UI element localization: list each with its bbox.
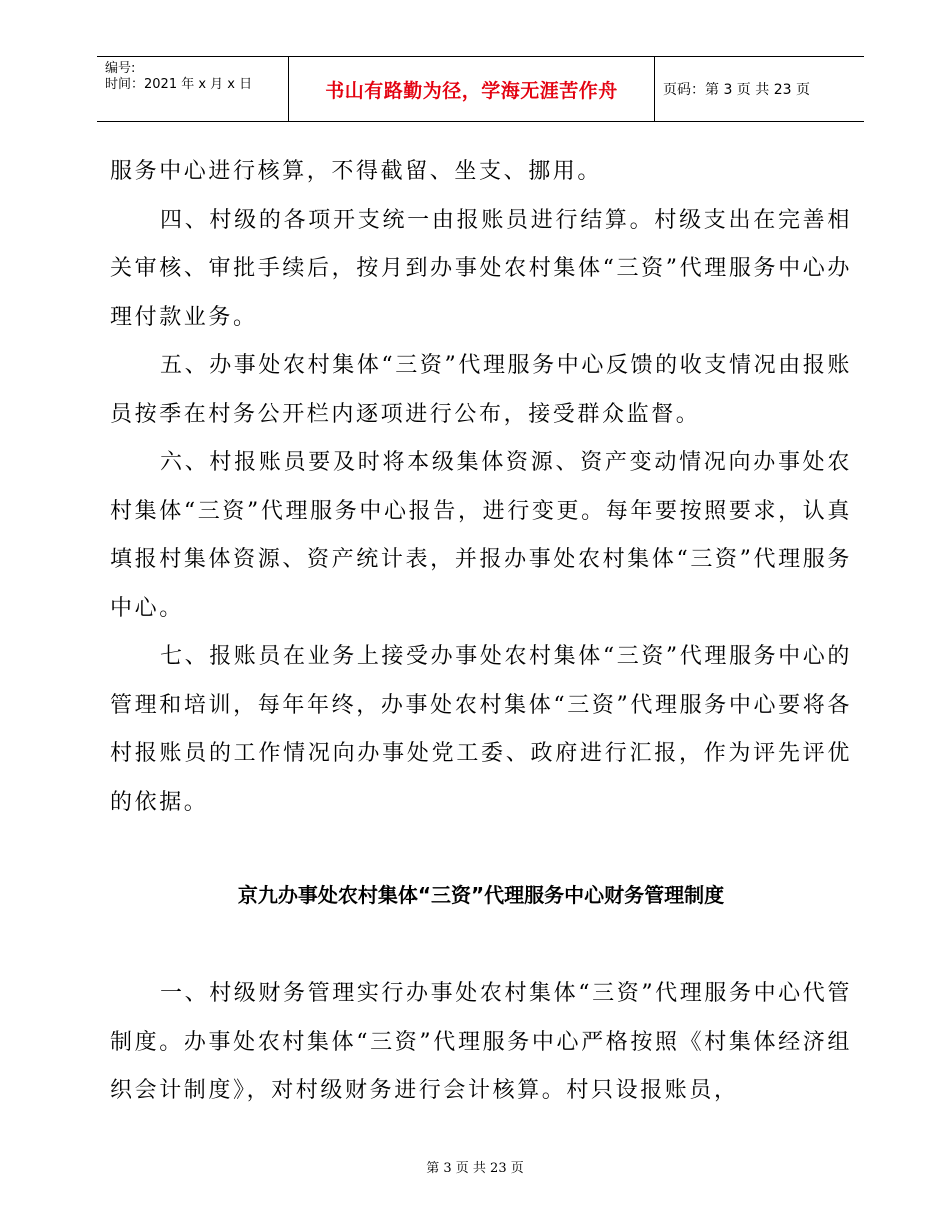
paragraph-continued: 服务中心进行核算，不得截留、坐支、挪用。	[110, 159, 603, 184]
page-header	[97, 56, 864, 122]
paragraph-item-4: 四、村级的各项开支统一由报账员进行结算。村级支出在完善相关审核、审批手续后，按月到办事处农村集体“三资”代理服务中心办理付款业务。	[110, 207, 852, 330]
paragraph-item-1: 一、村级财务管理实行办事处农村集体“三资”代理服务中心代管制度。办事处农村集体“三资”代理服务中心严格按照《村集体经济组织会计制度》，对村级财务进行会计核算。村只设报账员，	[110, 981, 852, 1103]
header-page-info: 页码：第 3 页 共 23 页	[663, 82, 810, 98]
page-footer: 第 3 页 共 23 页	[426, 1161, 524, 1176]
body-section-2	[110, 970, 852, 1116]
document-time-label: 时间：2021 年 x 月 x 日	[105, 77, 253, 92]
paragraph-item-5: 五、办事处农村集体“三资”代理服务中心反馈的收支情况由报账员按季在村务公开栏内逐项进行公布，接受群众监督。	[110, 353, 852, 427]
section-title: 京九办事处农村集体“三资”代理服务中心财务管理制度	[237, 883, 725, 907]
paragraph-item-6: 六、村报账员要及时将本级集体资源、资产变动情况向办事处农村集体“三资”代理服务中心报告，进行变更。每年要按照要求，认真填报村集体资源、资产统计表，并报办事处农村集体“三资”代理服务中心。	[110, 450, 852, 621]
header-meta	[97, 57, 289, 121]
header-motto-cell	[289, 57, 655, 121]
header-motto: 书山有路勤为径，学海无涯苦作舟	[325, 79, 618, 102]
body-section-1	[110, 148, 852, 827]
document-number-label: 编号:	[105, 61, 136, 76]
paragraph-item-7: 七、报账员在业务上接受办事处农村集体“三资”代理服务中心的管理和培训，每年年终，办事处农村集体“三资”代理服务中心要将各村报账员的工作情况向办事处党工委、政府进行汇报，作为评先评优的依据。	[110, 644, 852, 815]
